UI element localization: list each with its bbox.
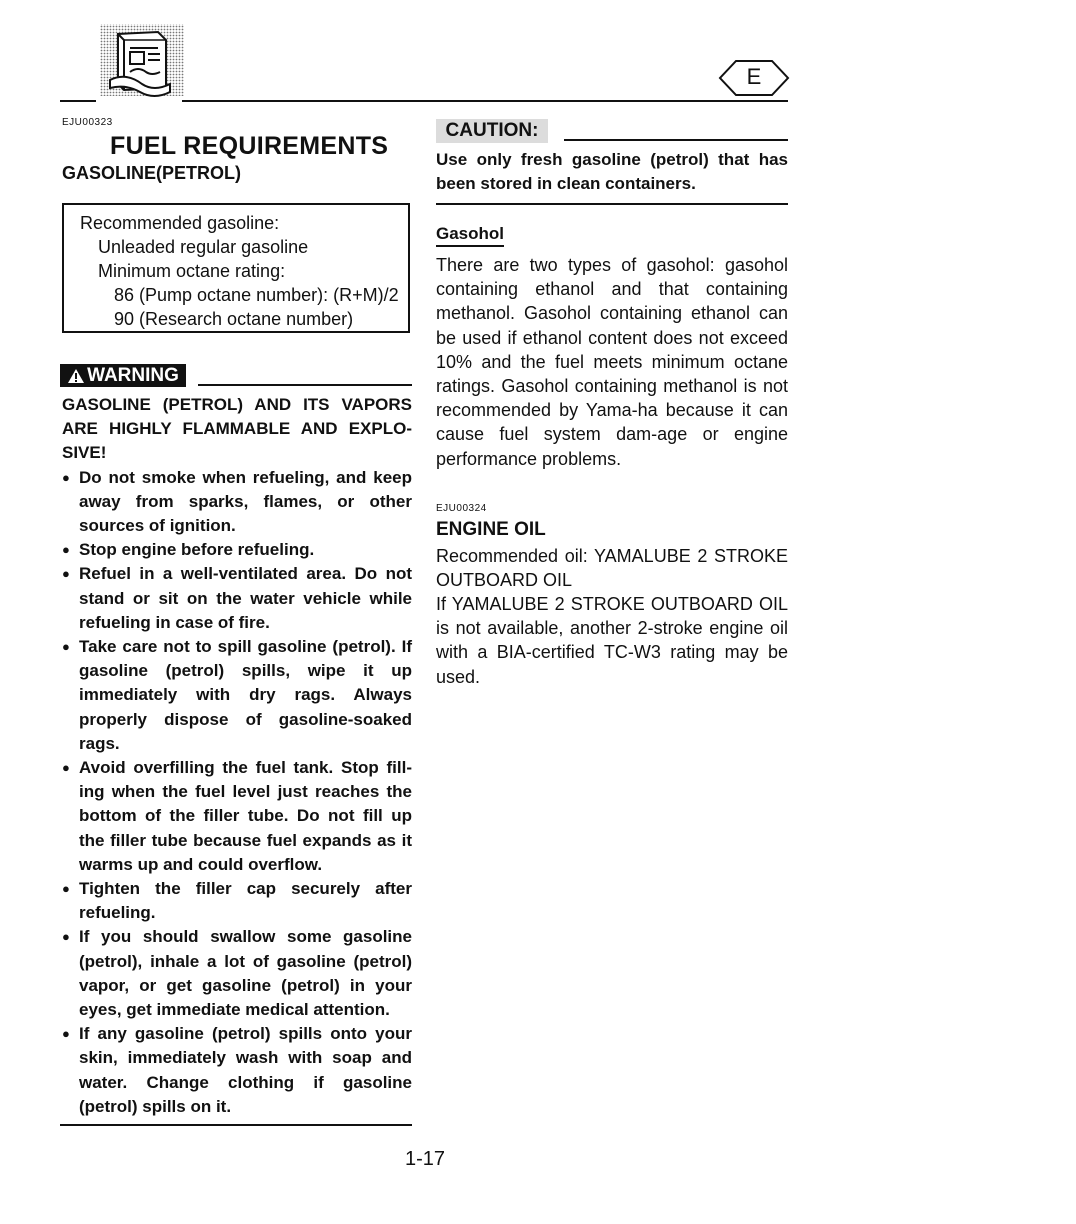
gasohol-text: There are two types of gasohol: gasohol containing ethanol and that containing methanol. Gasohol containing ethanol can be used if ethanol content does not exceed 10% and the fuel meets minimum octane ratings. Gasohol containing methanol is not recommended by Yama-ha because it can cause fuel system dam-age or engine performance problems. xyxy=(436,255,788,469)
list-item: ● Stop engine before refueling. xyxy=(62,538,412,562)
spec-line: Unleaded regular gasoline xyxy=(98,237,309,257)
list-item: ● Take care not to spill gasoline (petrol). If gasoline (petrol) spills, wipe it up immediately with dry rags. Always properly dispose of gasoline-soaked rags. xyxy=(62,635,412,756)
engine-oil-heading: ENGINE OIL xyxy=(436,519,546,540)
gasoline-spec-box xyxy=(62,203,410,333)
warning-triangle-icon xyxy=(67,368,85,384)
warning-label: WARNING xyxy=(87,364,179,386)
caution-text: Use only fresh gasoline (petrol) that has been stored in clean containers. xyxy=(436,150,788,194)
warning-list xyxy=(62,466,412,1119)
section-code: EJU00324 xyxy=(436,503,487,514)
list-item: ● Avoid overfilling the fuel tank. Stop fill-ing when the fuel level just reaches the bottom of the filler tube. Do not fill up the filler tube because fuel expands as it warms up and could overflow. xyxy=(62,756,412,877)
page-title: FUEL REQUIREMENTS xyxy=(110,132,389,160)
subtitle: GASOLINE(PETROL) xyxy=(62,163,241,183)
language-label: E xyxy=(746,64,762,89)
warning-badge xyxy=(60,364,186,387)
list-item: ● If any gasoline (petrol) spills onto your skin, immediately wash with soap and water. Change clothing if gasoline (petrol) spills on it. xyxy=(62,1022,412,1119)
section-code: EJU00323 xyxy=(62,117,113,128)
caution-label: CAUTION: xyxy=(445,120,539,141)
warning-content xyxy=(62,393,412,1119)
owners-manual-icon xyxy=(100,22,184,98)
spec-line: 90 (Research octane number) xyxy=(114,309,354,329)
spec-line: 86 (Pump octane number): (R+M)/2 xyxy=(114,285,399,305)
language-badge xyxy=(718,58,790,98)
engine-oil-text: Recommended oil: YAMALUBE 2 STROKE OUTBOARD OIL xyxy=(436,546,788,591)
spec-line: Minimum octane rating: xyxy=(98,261,286,281)
warning-intro: GASOLINE (PETROL) AND ITS VAPORS ARE HIGHLY FLAMMABLE AND EXPLO-SIVE! xyxy=(62,395,412,463)
list-item: ● If you should swallow some gasoline (petrol), inhale a lot of gasoline (petrol) vapor, or get gasoline (petrol) in your eyes, get immediate medical attention. xyxy=(62,925,412,1022)
list-item: ● Tighten the filler cap securely after refueling. xyxy=(62,877,412,925)
list-item: ● Do not smoke when refueling, and keep away from sparks, flames, or other sources of ignition. xyxy=(62,466,412,539)
gasohol-heading: Gasohol xyxy=(436,224,504,247)
spec-label: Recommended gasoline: xyxy=(80,213,280,233)
caution-badge xyxy=(436,119,548,143)
list-item: ● Refuel in a well-ventilated area. Do not stand or sit on the water vehicle while refueling in case of fire. xyxy=(62,562,412,635)
page-number: 1-17 xyxy=(404,1148,446,1170)
engine-oil-text: If YAMALUBE 2 STROKE OUTBOARD OIL is not available, another 2-stroke engine oil with a BIA-certified TC-W3 rating may be used. xyxy=(436,594,788,687)
